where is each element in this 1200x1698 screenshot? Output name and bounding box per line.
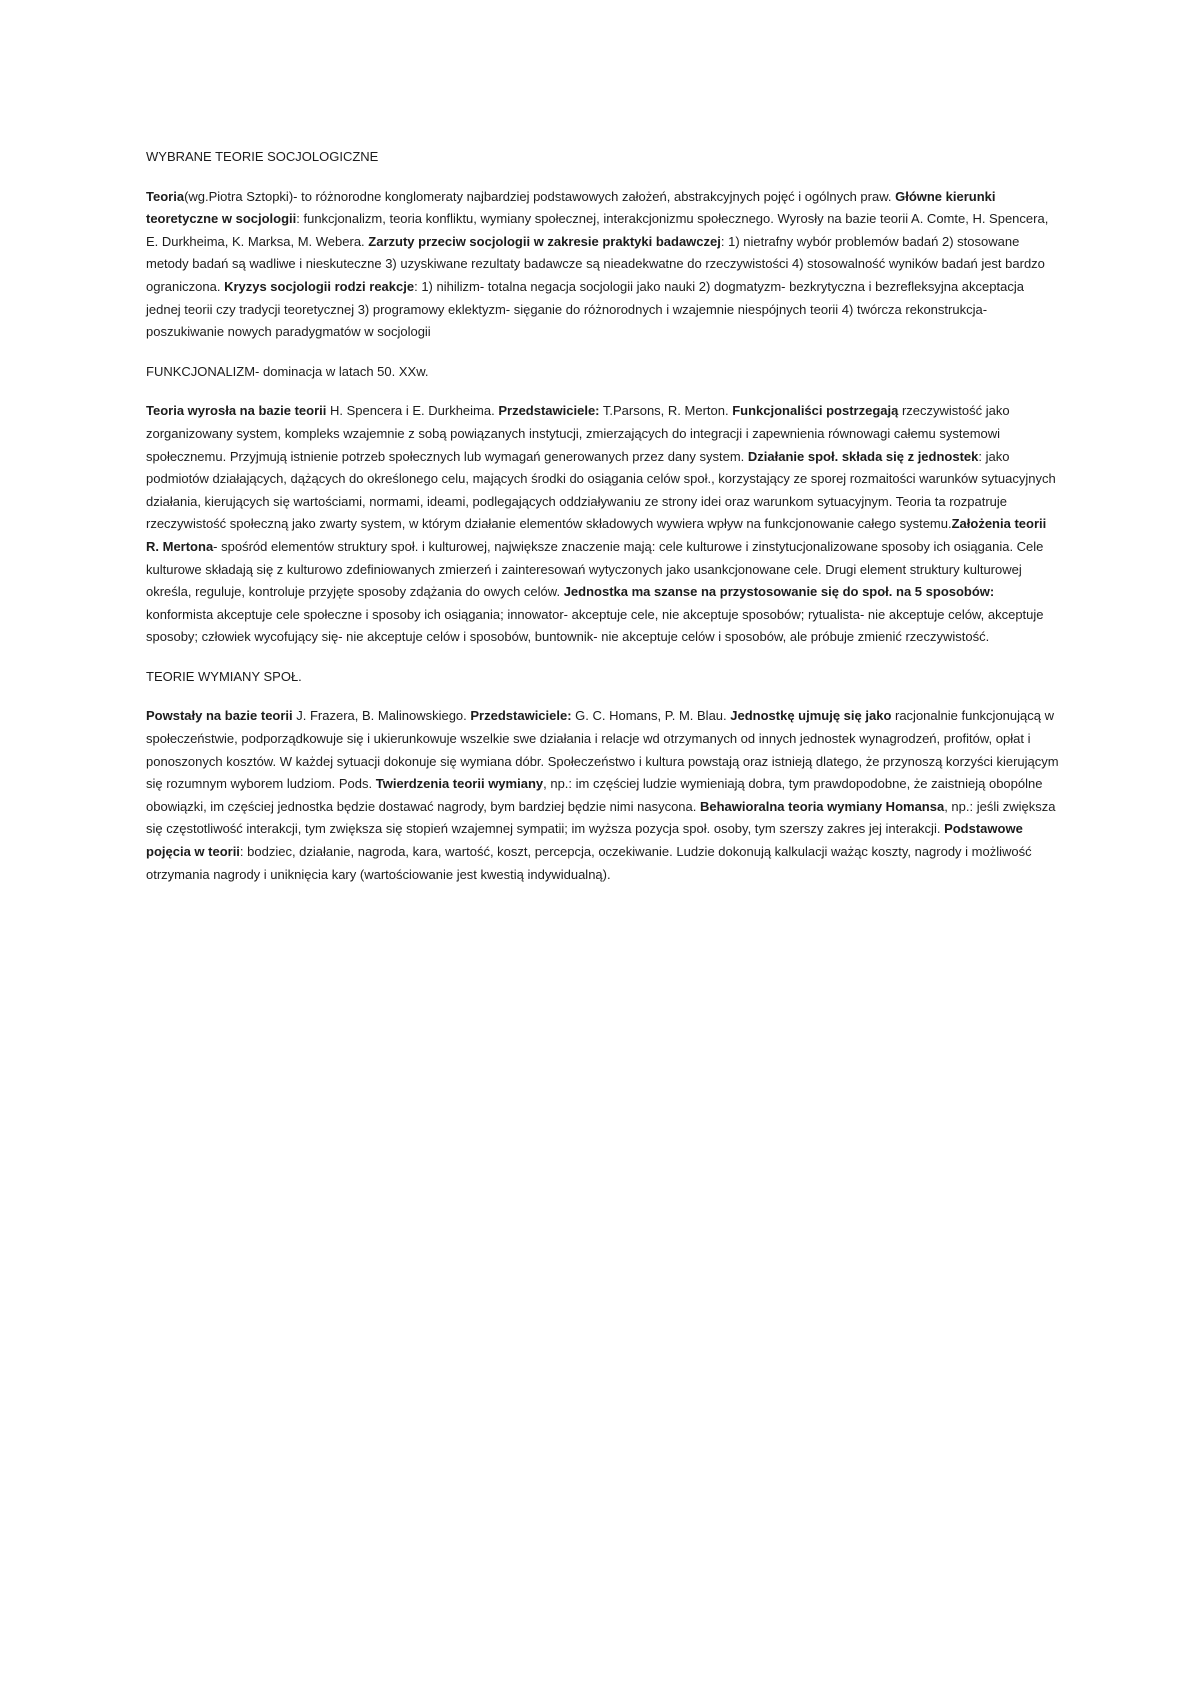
bold-text-run: Zarzuty przeciw socjologii w zakresie praktyki badawczej: [368, 233, 721, 249]
spacer: [146, 169, 1061, 186]
bold-text-run: Jednostkę ujmuję się jako: [730, 708, 892, 724]
text-run: (wg.Piotra Sztopki)- to różnorodne konglomeraty najbardziej podstawowych założeń, abstrakcyjnych pojęć i ogólnych praw.: [184, 188, 896, 204]
document-title: WYBRANE TEORIE SOCJOLOGICZNE: [146, 149, 379, 164]
bold-text-run: Jednostka ma szanse na przystosowanie się do społ. na 5 sposobów:: [563, 584, 995, 600]
text-run: , np.: jeśli zwiększa się częstotliwość interakcji, tym zwiększa się stopień wzajemnej sympatii; im wyższa pozycja społ. osoby, tym szerszy zakres jej interakcji.: [146, 798, 1056, 837]
spacer: [146, 383, 1061, 400]
bold-text-run: Twierdzenia teorii wymiany: [375, 776, 544, 792]
section-heading-funkcjonalizm: FUNKCJONALIZM- dominacja w latach 50. XXw.: [146, 363, 429, 379]
section-heading-wymiana: TEORIE WYMIANY SPOŁ.: [146, 668, 302, 684]
bold-text-run: Funkcjonaliści postrzegają: [732, 403, 899, 419]
bold-text-run: Podstawowe pojęcia w teorii: [146, 821, 1023, 860]
text-run: : bodziec, działanie, nagroda, kara, wartość, koszt, percepcja, oczekiwanie. Ludzie dokonują kalkulacji ważąc koszty, nagrody i możliwość otrzymania nagrody i uniknięcia kary (wartościowanie jest kwestią indywidualną).: [146, 844, 1032, 882]
text-run: T.Parsons, R. Merton.: [599, 403, 733, 419]
section-paragraph-intro: [146, 186, 1061, 344]
text-run: : funkcjonalizm, teoria konfliktu, wymiany społecznej, interakcjonizmu społecznego. Wyrosły na bazie teorii A. Comte, H. Spencera, E. Durkheima, K. Marksa, M. Webera.: [146, 211, 1049, 249]
text-run: G. C. Homans, P. M. Blau.: [571, 708, 731, 724]
text-run: J. Frazera, B. Malinowskiego.: [292, 708, 471, 724]
bold-text-run: Kryzys socjologii rodzi reakcje: [224, 278, 415, 294]
text-run: rzeczywistość jako zorganizowany system, kompleks wzajemnie z sobą powiązanych instytucji, zmierzających do integracji i zapewnienia równowagi całemu systemowi społecznemu. Przyjmują istnienie potrzeb społecznych lub wymagań generowanych przez dany system.: [146, 403, 1010, 464]
bold-text-run: Przedstawiciele:: [470, 708, 572, 724]
text-run: konformista akceptuje cele społeczne i sposoby ich osiągania; innowator- akceptuje cele, nie akceptuje sposobów; rytualista- nie akceptuje celów, akceptuje sposoby; człowiek wycofujący się- nie akceptuje celów i sposobów, buntownik- nie akceptuje celów i sposobów, ale próbuje zmienić rzeczywistość.: [146, 606, 1044, 645]
bold-text-run: Behawioralna teoria wymiany Homansa: [700, 798, 945, 814]
text-run: : 1) nietrafny wybór problemów badań 2) stosowane metody badań są wadliwe i nieskuteczne 3) uzyskiwane rezultaty badawcze są nieadekwatne do rzeczywistości 4) stosowalność wyników badań jest bardzo ograniczona.: [146, 233, 1045, 294]
spacer: [146, 344, 1061, 361]
text-run: - spośród elementów struktury społ. i kulturowej, największe znaczenie mają: cele kulturowe i zinstytucjonalizowane sposoby ich osiągania. Cele kulturowe składają się z kulturowo zdefiniowanych zmierzeń i zainteresowań wytyczonych jako usankcjonowane cele. Drugi element struktury kulturowej określa, reguluje, kontroluje przyjęte sposoby zdążania do owych celów.: [146, 538, 1044, 600]
bold-text-run: Założenia teorii R. Mertona: [146, 516, 1047, 554]
text-run: , np.: im częściej ludzie wymieniają dobra, tym prawdopodobne, że zaistnieją obopólne obowiązki, im częściej jednostka będzie dostawać nagrody, bym bardziej będzie nimi nasycona.: [146, 776, 1043, 814]
bold-text-run: Główne kierunki teoretyczne w socjologii: [146, 188, 996, 227]
bold-text-run: Powstały na bazie teorii: [146, 708, 293, 724]
section-paragraph-funkcjonalizm: [146, 400, 1061, 649]
bold-text-run: Teoria: [146, 188, 185, 204]
text-run: H. Spencera i E. Durkheima.: [326, 403, 499, 419]
bold-text-run: Działanie społ. składa się z jednostek: [747, 448, 979, 464]
spacer: [146, 649, 1061, 666]
document-page: [146, 146, 1061, 886]
section-paragraph-wymiana: [146, 705, 1061, 886]
bold-text-run: Przedstawiciele:: [498, 403, 600, 419]
spacer: [146, 688, 1061, 705]
text-run: : jako podmiotów działających, dążących do określonego celu, mających środki do osiągania celów społ., korzystający ze sporej rozmaitości warunków sytuacyjnych działania, kierujących się wartościami, normami, ideami, podlegających oddziaływaniu ze strony idei oraz warunkom sytuacyjnym. Teoria ta rozpatruje rzeczywistość społeczną jako zwarty system, w którym działanie elementów składowych wywiera wpływ na funkcjonowanie całego systemu.: [146, 448, 1056, 532]
text-run: racjonalnie funkcjonującą w społeczeństwie, podporządkowuje się i ukierunkowuje wszelkie swe działania i relacje wd otrzymanych od innych jednostek wynagrodzeń, profitów, opłat i ponoszonych kosztów. W każdej sytuacji dokonuje się wymiana dóbr. Społeczeństwo i kultura powstają oraz istnieją dlatego, że przynoszą korzyści kierującym się rozumnym wyborem ludziom. Pods.: [146, 708, 1059, 792]
text-run: : 1) nihilizm- totalna negacja socjologii jako nauki 2) dogmatyzm- bezkrytyczna i bezrefleksyjna akceptacja jednej teorii czy tradycji teoretycznej 3) programowy eklektyzm- sięganie do różnorodnych i wzajemnie niespójnych teorii 4) twórcza rekonstrukcja- poszukiwanie nowych paradygmatów w socjologii: [146, 278, 1024, 340]
bold-text-run: Teoria wyrosła na bazie teorii: [146, 403, 327, 419]
